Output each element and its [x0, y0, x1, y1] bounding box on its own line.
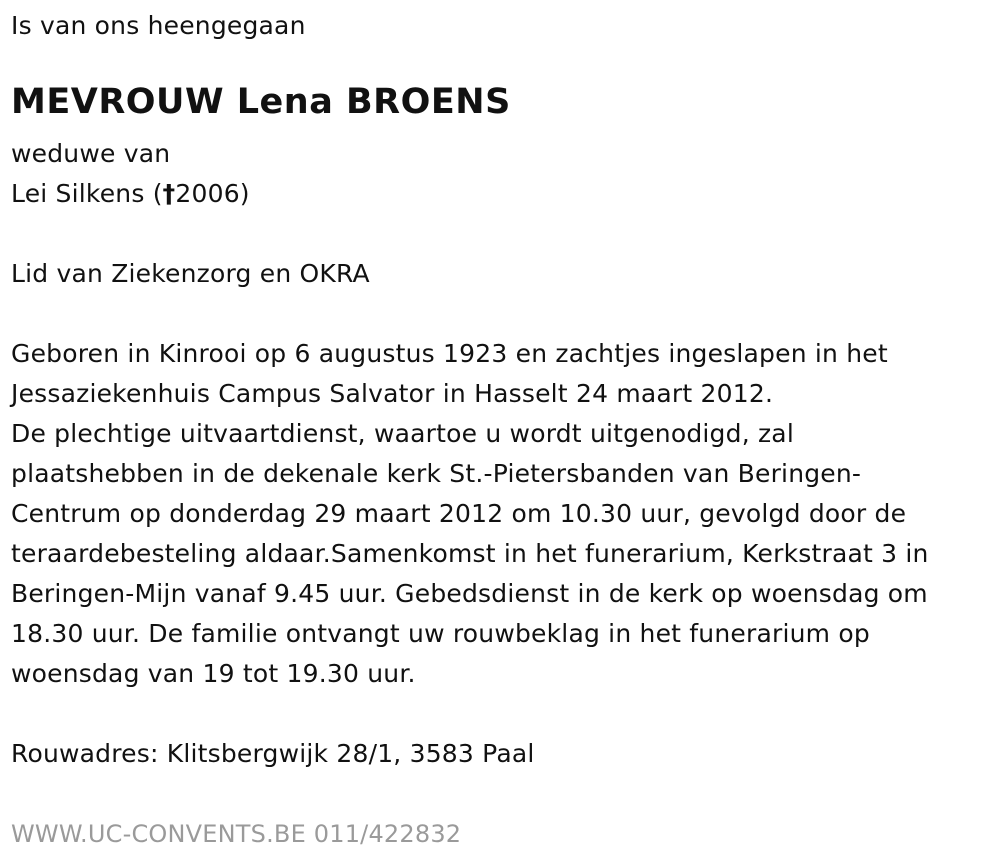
cross-icon: † — [162, 179, 176, 208]
membership-text: Lid van Ziekenzorg en OKRA — [11, 259, 370, 288]
spouse-name-prefix: Lei Silkens ( — [11, 179, 163, 208]
body-line: De plechtige uitvaartdienst, waartoe u wordt uitgenodigd, zal — [11, 419, 794, 448]
footer-contact: WWW.UC-CONVENTS.BE 011/422832 — [11, 820, 462, 848]
funeral-details — [11, 334, 996, 694]
spouse-name — [11, 174, 250, 214]
body-line: plaatshebben in de dekenale kerk St.-Pietersbanden van Beringen- — [11, 459, 862, 488]
spouse-name-suffix: 2006) — [175, 179, 250, 208]
intro-text: Is van ons heengegaan — [11, 11, 306, 40]
body-line: woensdag van 19 tot 19.30 uur. — [11, 659, 416, 688]
body-line: Centrum op donderdag 29 maart 2012 om 10.30 uur, gevolgd door de — [11, 499, 907, 528]
body-line: Beringen-Mijn vanaf 9.45 uur. Gebedsdienst in de kerk op woensdag om — [11, 579, 928, 608]
deceased-name: MEVROUW Lena BROENS — [11, 82, 511, 122]
mourning-address: Rouwadres: Klitsbergwijk 28/1, 3583 Paal — [11, 739, 535, 768]
spouse-label: weduwe van — [11, 139, 171, 168]
body-line: Geboren in Kinrooi op 6 augustus 1923 en zachtjes ingeslapen in het — [11, 339, 888, 368]
body-line: 18.30 uur. De familie ontvangt uw rouwbeklag in het funerarium op — [11, 619, 870, 648]
body-line: teraardebesteling aldaar.Samenkomst in het funerarium, Kerkstraat 3 in — [11, 539, 929, 568]
body-line: Jessaziekenhuis Campus Salvator in Hasselt 24 maart 2012. — [11, 379, 774, 408]
